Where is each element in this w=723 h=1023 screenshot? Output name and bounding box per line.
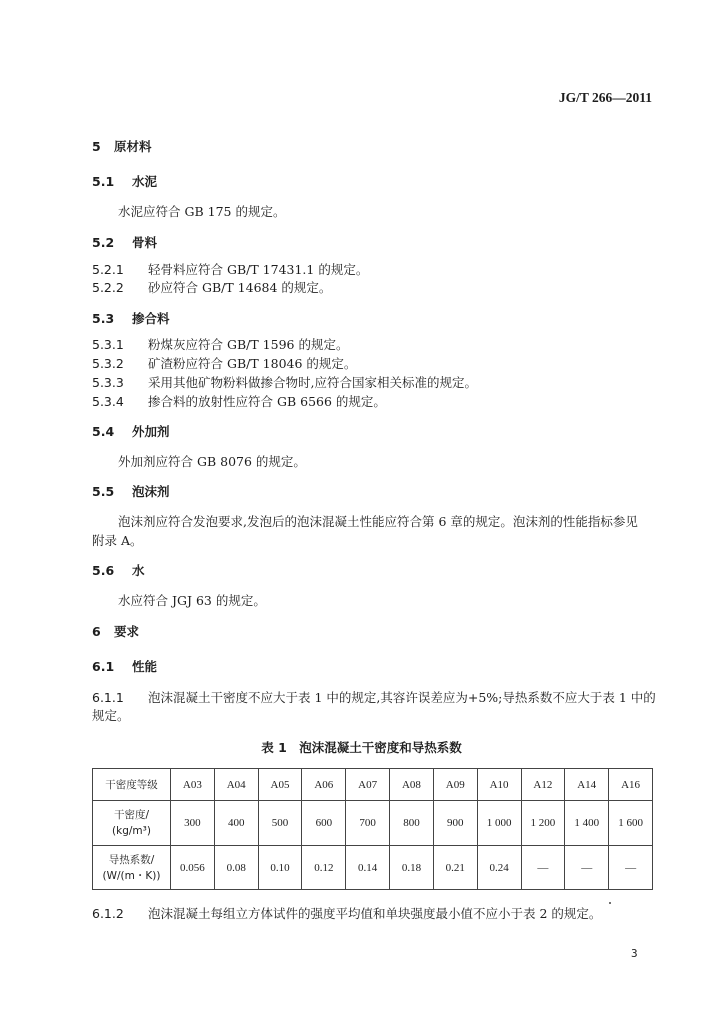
conductivity-cell: — <box>609 846 653 890</box>
row-header-density-line1: 干密度/ <box>113 809 150 821</box>
section-6-1-heading <box>92 659 157 675</box>
conductivity-cell: 0.08 <box>214 846 258 890</box>
clause-5-2-2 <box>92 280 331 296</box>
density-cell: 300 <box>171 801 215 846</box>
density-cell: 1 000 <box>477 801 521 846</box>
standard-code: JG/T 266—2011 <box>558 90 652 105</box>
section-number: 5 <box>92 139 101 154</box>
clause-number: 5.3.3 <box>92 375 124 390</box>
section-title: 泡沫剂 <box>132 484 170 499</box>
clause-text: 泡沫混凝土干密度不应大于表 1 中的规定,其容许误差应为+5%;导热系数不应大于表 1 中的 <box>148 690 656 705</box>
clause-number: 5.2.2 <box>92 280 124 295</box>
section-5-5-text-line2: 附录 A。 <box>92 533 143 548</box>
clause-text: 轻骨料应符合 GB/T 17431.1 的规定。 <box>148 262 369 277</box>
table-row-grade <box>93 769 653 801</box>
row-header-conductivity <box>93 846 171 890</box>
section-5-3-heading <box>92 311 170 327</box>
clause-text: 矿渣粉应符合 GB/T 18046 的规定。 <box>148 356 357 371</box>
table-1-caption: 表 1 泡沫混凝土干密度和导热系数 <box>261 740 462 755</box>
table-row-density <box>93 801 653 846</box>
conductivity-cell: 0.14 <box>346 846 390 890</box>
clause-5-3-3 <box>92 375 477 391</box>
clause-5-3-4 <box>92 394 386 410</box>
grade-cell: A07 <box>346 769 390 801</box>
grade-cell: A06 <box>302 769 346 801</box>
density-cell: 800 <box>390 801 434 846</box>
section-5-4-heading <box>92 424 170 440</box>
section-title: 要求 <box>114 624 140 639</box>
conductivity-cell: — <box>565 846 609 890</box>
conductivity-cell: 0.12 <box>302 846 346 890</box>
conductivity-cell: 0.18 <box>390 846 434 890</box>
clause-6-1-2 <box>92 906 601 922</box>
row-header-grade: 干密度等级 <box>93 769 171 801</box>
section-6-heading <box>92 624 139 640</box>
section-5-2-heading <box>92 235 157 251</box>
table-1 <box>92 768 653 890</box>
density-cell: 500 <box>258 801 302 846</box>
clause-text: 粉煤灰应符合 GB/T 1596 的规定。 <box>148 337 349 352</box>
clause-5-3-2 <box>92 356 356 372</box>
section-number: 5.2 <box>92 235 115 250</box>
clause-5-2-1 <box>92 262 368 278</box>
section-5-5-heading <box>92 484 170 500</box>
grade-cell: A08 <box>390 769 434 801</box>
section-title: 水 <box>132 563 145 578</box>
conductivity-cell: 0.10 <box>258 846 302 890</box>
section-number: 5.3 <box>92 311 115 326</box>
clause-number: 6.1.2 <box>92 906 124 921</box>
density-cell: 900 <box>433 801 477 846</box>
clause-6-1-1-line1 <box>92 690 656 706</box>
grade-cell: A14 <box>565 769 609 801</box>
conductivity-cell: 0.056 <box>171 846 215 890</box>
clause-6-1-1-line2: 规定。 <box>92 708 130 723</box>
conductivity-cell: 0.24 <box>477 846 521 890</box>
section-title: 原材料 <box>114 139 152 154</box>
row-header-density-line2: (kg/m³) <box>112 825 151 837</box>
section-5-6-heading <box>92 563 145 579</box>
clause-text: 掺合料的放射性应符合 GB 6566 的规定。 <box>148 394 386 409</box>
section-number: 5.6 <box>92 563 115 578</box>
clause-5-3-1 <box>92 337 348 353</box>
grade-cell: A16 <box>609 769 653 801</box>
section-number: 5.4 <box>92 424 115 439</box>
section-5-1-text: 水泥应符合 GB 175 的规定。 <box>118 204 286 219</box>
density-cell: 1 600 <box>609 801 653 846</box>
section-5-1-heading <box>92 174 157 190</box>
scan-speck <box>609 902 611 904</box>
clause-number: 5.3.4 <box>92 394 124 409</box>
section-5-5-text-line1: 泡沫剂应符合发泡要求,发泡后的泡沫混凝土性能应符合第 6 章的规定。泡沫剂的性能指标参见 <box>118 514 638 529</box>
section-5-6-text: 水应符合 JGJ 63 的规定。 <box>118 593 266 608</box>
section-5-heading <box>92 139 152 155</box>
section-number: 6 <box>92 624 101 639</box>
clause-text: 砂应符合 GB/T 14684 的规定。 <box>148 280 332 295</box>
section-title: 外加剂 <box>132 424 170 439</box>
grade-cell: A03 <box>171 769 215 801</box>
grade-cell: A09 <box>433 769 477 801</box>
density-cell: 400 <box>214 801 258 846</box>
density-cell: 1 200 <box>521 801 565 846</box>
section-number: 6.1 <box>92 659 115 674</box>
clause-number: 6.1.1 <box>92 690 124 705</box>
row-header-conductivity-line1: 导热系数/ <box>108 853 155 866</box>
clause-number: 5.3.2 <box>92 356 124 371</box>
row-header-density <box>93 801 171 846</box>
clause-number: 5.2.1 <box>92 262 124 277</box>
grade-cell: A10 <box>477 769 521 801</box>
conductivity-cell: 0.21 <box>433 846 477 890</box>
density-cell: 700 <box>346 801 390 846</box>
section-title: 骨料 <box>132 235 158 250</box>
density-cell: 600 <box>302 801 346 846</box>
section-5-4-text: 外加剂应符合 GB 8076 的规定。 <box>118 454 306 469</box>
clause-text: 泡沫混凝土每组立方体试件的强度平均值和单块强度最小值不应小于表 2 的规定。 <box>148 906 602 921</box>
clause-number: 5.3.1 <box>92 337 124 352</box>
clause-text: 采用其他矿物粉料做掺合物时,应符合国家相关标准的规定。 <box>148 375 477 390</box>
grade-cell: A12 <box>521 769 565 801</box>
section-number: 5.5 <box>92 484 115 499</box>
grade-cell: A04 <box>214 769 258 801</box>
conductivity-cell: — <box>521 846 565 890</box>
grade-cell: A05 <box>258 769 302 801</box>
section-title: 水泥 <box>132 174 158 189</box>
page-number: 3 <box>631 947 638 960</box>
table-row-conductivity <box>93 846 653 890</box>
density-cell: 1 400 <box>565 801 609 846</box>
section-title: 性能 <box>132 659 158 674</box>
section-title: 掺合料 <box>132 311 170 326</box>
section-number: 5.1 <box>92 174 115 189</box>
row-header-conductivity-line2: (W/(m・K)) <box>102 869 161 882</box>
